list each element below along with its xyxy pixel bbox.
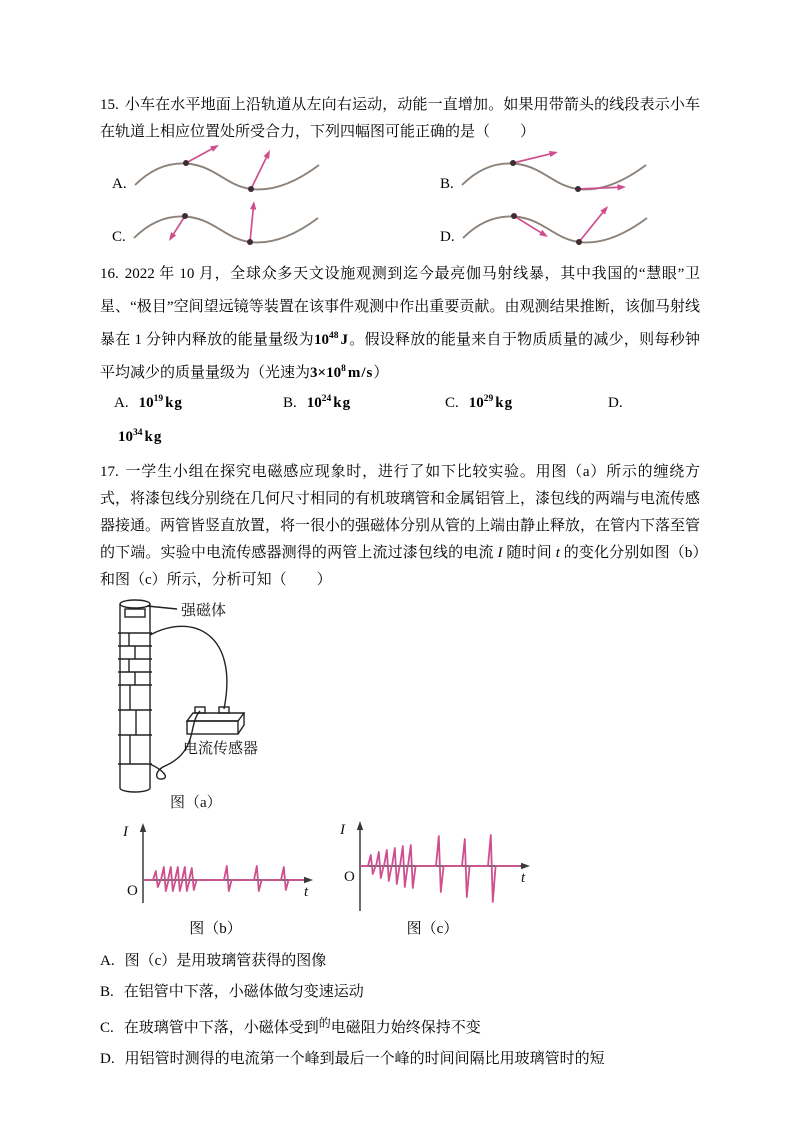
position-dot xyxy=(511,213,517,219)
current-variable: I xyxy=(497,545,503,561)
force-arrow-shaft xyxy=(172,216,184,236)
q15-option-b-figure xyxy=(440,143,656,199)
q16-option-a xyxy=(114,395,183,412)
q16-options-row xyxy=(100,395,700,422)
light-speed-formula xyxy=(310,365,373,381)
question-17-number: 17. xyxy=(100,464,119,480)
force-diagram-a xyxy=(129,143,329,199)
exam-page xyxy=(100,0,700,1075)
force-diagram-d xyxy=(457,196,657,252)
q17-option-c-raised-char: 的 xyxy=(318,1016,331,1030)
q15-option-d-label: D. xyxy=(440,229,455,245)
q16-option-c xyxy=(445,395,513,412)
q15-option-c-figure xyxy=(112,196,328,252)
q16-option-d xyxy=(608,395,633,412)
current-time-graph-b xyxy=(113,818,318,913)
q17-option-c-text-post: 电磁阻力始终保持不变 xyxy=(330,1020,481,1036)
position-dot xyxy=(247,239,253,245)
q15-option-a-label: A. xyxy=(112,176,127,192)
position-dot xyxy=(575,186,581,192)
question-15-number: 15. xyxy=(100,97,119,113)
current-pulse-trace xyxy=(360,835,520,902)
sensor-terminal-left xyxy=(195,707,205,713)
figure-b-block xyxy=(113,818,318,938)
force-arrow-shaft xyxy=(579,211,604,242)
energy-magnitude-formula xyxy=(314,332,349,348)
question-17-text-1: 一学生小组在探究电磁感应现象时，进行了如下比较实验。用图（a）所示的缠绕方式，将漆包线分别绕在几何尺寸相同的有机玻璃管和金属铝管上，漆包线的两端与电流传感器接通。两管皆竖直放置，将一很小的强磁体分别从管的上端由静止释放，在管内下落至管的下端。实验中电流传感器测得的两管上流过漆包线的电流 xyxy=(100,464,701,561)
q15-option-d-figure xyxy=(440,196,657,252)
force-arrow-shaft xyxy=(186,148,213,163)
track-curve xyxy=(134,216,318,242)
figure-a-block xyxy=(115,596,700,816)
formula-exponent: 8 xyxy=(341,364,346,374)
q17-option-c-text-pre: 在玻璃管中下落，小磁体受到 xyxy=(123,1020,319,1036)
formula-unit: kg xyxy=(495,395,514,411)
y-axis-label: I xyxy=(340,822,345,838)
position-dot xyxy=(248,186,254,192)
q16-option-d-value-line xyxy=(100,422,700,452)
q17-options xyxy=(100,946,700,1075)
force-arrow-shaft xyxy=(513,154,552,163)
formula-unit: kg xyxy=(165,395,183,411)
force-diagram-c xyxy=(128,196,328,252)
magnet-rect xyxy=(125,609,145,617)
q17-option-a-text: 图（c）是用玻璃管获得的图像 xyxy=(124,953,327,969)
question-15 xyxy=(100,92,700,146)
q16-option-a-label: A. xyxy=(114,395,129,411)
y-axis-arrowhead xyxy=(140,823,146,832)
q17-option-a-label: A. xyxy=(100,953,115,969)
formula-exponent: 19 xyxy=(153,394,164,404)
q17-option-c-label: C. xyxy=(100,1020,114,1036)
origin-label: O xyxy=(127,883,138,899)
force-arrow-head xyxy=(617,184,626,190)
force-arrow-head xyxy=(210,145,219,152)
force-arrow-shaft xyxy=(578,187,620,189)
position-dot xyxy=(183,160,189,166)
x-axis-arrowhead xyxy=(304,877,313,883)
question-16-text-2: 。假设释放的能量来自于物质质量的减少，则每秒钟平均减少的质量量级为（光速为 xyxy=(100,332,700,381)
force-arrow-head xyxy=(539,230,548,237)
q15-figure-row-1 xyxy=(100,146,700,199)
y-axis-arrowhead xyxy=(357,821,363,830)
y-axis-label: I xyxy=(123,824,128,840)
q17-option-c xyxy=(100,1008,700,1044)
force-diagram-b xyxy=(456,143,656,199)
question-17-text-3: 的变化分别如图（b）和图（c）所示，分析可知（ ） xyxy=(100,545,700,588)
coil-turns xyxy=(118,633,152,764)
track-curve xyxy=(463,216,647,242)
current-graphs-row xyxy=(100,818,700,938)
question-15-text: 小车在水平地面上沿轨道从左向右运动，动能一直增加。如果用带箭头的线段表示小车在轨道上相应位置处所受合力，下列四幅图可能正确的是（ ） xyxy=(100,97,700,140)
q16-option-b-label: B. xyxy=(283,395,297,411)
figure-c-caption: 图（c） xyxy=(406,921,459,937)
question-17-text-2: 随时间 xyxy=(502,545,556,561)
q16-option-d-value xyxy=(118,429,162,446)
formula-unit: J xyxy=(340,332,349,348)
formula-unit: m/s xyxy=(347,365,374,381)
x-axis-arrowhead xyxy=(521,863,530,869)
magnet-label: 强磁体 xyxy=(181,603,227,619)
current-pulse-trace xyxy=(143,866,303,891)
formula-base: 10 xyxy=(118,428,133,445)
question-16-number: 16. xyxy=(100,266,119,282)
sensor-label: 电流传感器 xyxy=(183,741,259,757)
q17-option-d-text: 用铝管时测得的电流第一个峰到最后一个峰的时间间隔比用玻璃管时的短 xyxy=(124,1051,605,1067)
time-variable: t xyxy=(555,545,560,561)
question-17 xyxy=(100,459,700,594)
q15-figure-row-2 xyxy=(100,199,700,252)
q15-option-c-label: C. xyxy=(112,229,126,245)
q16-option-b-value xyxy=(307,395,351,412)
track-curve xyxy=(135,163,319,189)
formula-exponent: 48 xyxy=(328,331,339,341)
formula-exponent: 34 xyxy=(133,427,143,438)
tube-top xyxy=(120,600,150,608)
x-axis-label: t xyxy=(304,884,309,900)
position-dot xyxy=(576,239,582,245)
force-arrow-head xyxy=(250,201,256,210)
q17-option-b-label: B. xyxy=(100,984,114,1000)
question-16 xyxy=(100,258,700,390)
q16-option-c-label: C. xyxy=(445,395,459,411)
figure-a-caption: 图（a） xyxy=(170,795,222,811)
q15-option-b-label: B. xyxy=(440,176,454,192)
figure-b-caption: 图（b） xyxy=(189,921,242,937)
x-axis-label: t xyxy=(521,870,526,886)
formula-base: 3×10 xyxy=(310,365,342,381)
formula-base: 10 xyxy=(468,395,484,411)
magnet-pointer-line xyxy=(147,606,177,609)
q17-option-b xyxy=(100,977,700,1008)
question-16-text-3: ） xyxy=(373,365,389,381)
q15-option-a-figure xyxy=(112,143,329,199)
force-arrow-head xyxy=(263,150,270,159)
tube-bottom xyxy=(120,788,150,792)
q17-option-a xyxy=(100,946,700,977)
force-arrow-head xyxy=(549,151,558,157)
q17-option-d-label: D. xyxy=(100,1051,115,1067)
formula-base: 10 xyxy=(313,332,329,348)
origin-label: O xyxy=(344,869,355,885)
q16-option-a-value xyxy=(139,395,183,412)
current-time-graph-c xyxy=(330,818,535,913)
figure-a-diagram xyxy=(115,596,315,811)
force-arrow-shaft xyxy=(251,156,267,189)
position-dot xyxy=(182,213,188,219)
question-16-text-1: 2022 年 10 月，全球众多天文设施观测到迄今最亮伽马射线暴，其中我国的“慧眼”卫星、“极目”空间望远镜等装置在该事件观测中作出重要贡献。由观测结果推断，该伽马射线暴在 1 分钟内释放的能量量级为 xyxy=(100,266,700,348)
q16-option-c-value xyxy=(469,395,513,412)
formula-base: 10 xyxy=(306,395,322,411)
q16-option-b xyxy=(283,395,351,412)
formula-exponent: 29 xyxy=(483,394,494,404)
formula-base: 10 xyxy=(138,395,154,411)
figure-c-block xyxy=(330,818,535,938)
q17-option-d xyxy=(100,1044,700,1075)
formula-exponent: 24 xyxy=(321,394,332,404)
q16-option-d-label: D. xyxy=(608,395,623,411)
force-arrow-shaft xyxy=(250,207,253,242)
formula-unit: kg xyxy=(333,395,352,411)
force-arrow-head xyxy=(169,232,176,241)
q17-option-b-text: 在铝管中下落，小磁体做匀变速运动 xyxy=(123,984,364,1000)
position-dot xyxy=(510,160,516,166)
formula-unit: kg xyxy=(144,428,163,445)
wire-top xyxy=(150,626,227,709)
